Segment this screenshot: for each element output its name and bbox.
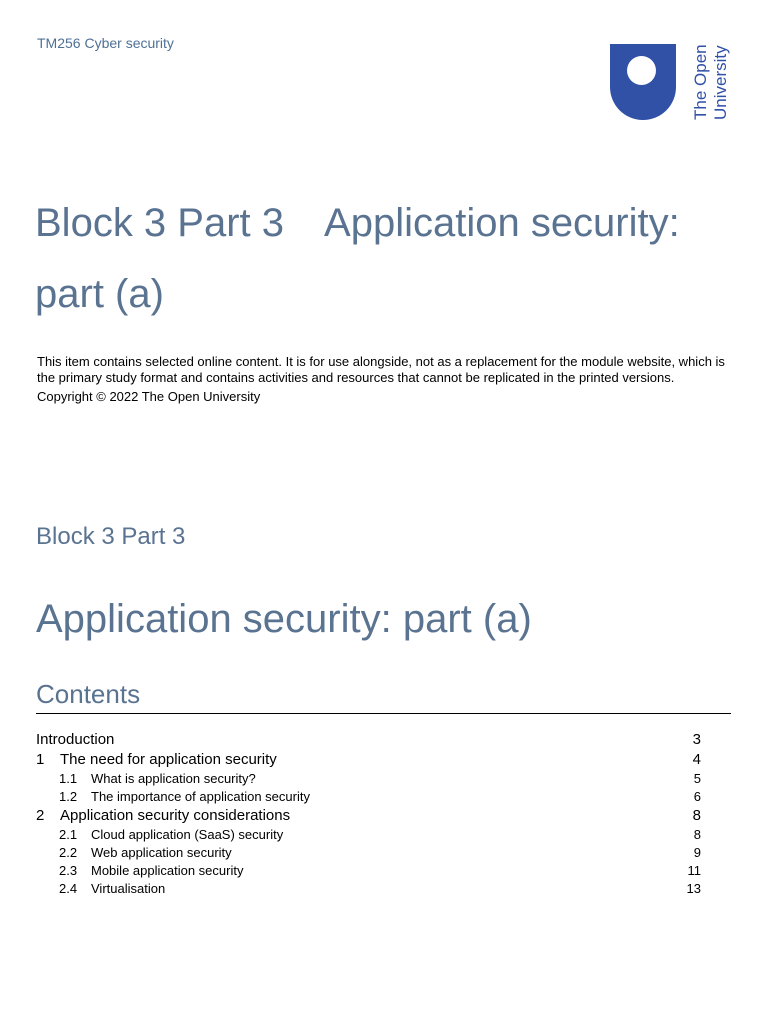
open-university-logo <box>606 44 730 124</box>
toc-entry-number: 1 <box>36 751 45 768</box>
toc-entry-page: 9 <box>693 845 701 860</box>
logo-text-line2: University <box>711 45 730 120</box>
table-of-contents <box>36 730 701 898</box>
toc-entry-label: Application security considerations <box>60 807 291 824</box>
toc-entry-section-2[interactable] <box>36 806 701 826</box>
logo-dot-icon <box>627 56 656 85</box>
toc-entry-page: 5 <box>693 771 701 786</box>
document-title-line2: part (a) <box>35 272 164 316</box>
toc-entry-label: The importance of application security <box>91 789 310 804</box>
toc-entry-number: 2.3 <box>59 863 78 878</box>
section-subhead: Block 3 Part 3 <box>36 523 186 550</box>
logo-wordmark <box>686 44 730 124</box>
toc-entry-section-2-2[interactable] <box>36 844 701 862</box>
toc-entry-label: What is application security? <box>91 771 256 786</box>
toc-entry-number: 2.1 <box>59 827 78 842</box>
toc-entry-number: 2.2 <box>59 845 78 860</box>
toc-entry-section-2-1[interactable] <box>36 826 701 844</box>
toc-entry-section-1-1[interactable] <box>36 770 701 788</box>
toc-entry-label: The need for application security <box>60 751 277 768</box>
toc-entry-section-2-4[interactable] <box>36 880 701 898</box>
section-title: Application security: part (a) <box>36 597 532 641</box>
title-block-part: Block 3 Part 3 <box>35 201 285 245</box>
toc-entry-page: 3 <box>692 731 701 748</box>
toc-entry-page: 6 <box>693 789 701 804</box>
running-header: TM256 Cyber security <box>37 35 174 51</box>
logo-shield-icon <box>610 44 676 120</box>
copyright-notice: Copyright © 2022 The Open University <box>37 389 261 404</box>
contents-divider <box>36 713 731 714</box>
intro-paragraph: This item contains selected online content. It is for use alongside, not as a replacement for the module website, which is the primary study format and contains activities and resources that cannot be replicated in the printed versions. <box>37 354 725 385</box>
toc-entry-page: 8 <box>692 807 701 824</box>
toc-entry-number: 1.1 <box>59 771 78 786</box>
toc-entry-label: Web application security <box>91 845 232 860</box>
toc-entry-page: 11 <box>687 863 701 878</box>
toc-entry-number: 2.4 <box>59 881 78 896</box>
toc-entry-section-2-3[interactable] <box>36 862 701 880</box>
toc-entry-number: 1.2 <box>59 789 78 804</box>
toc-entry-label: Cloud application (SaaS) security <box>91 827 284 842</box>
toc-entry-label: Virtualisation <box>91 881 166 896</box>
toc-entry-number: 2 <box>36 807 45 824</box>
toc-entry-page: 4 <box>692 751 701 768</box>
toc-entry-page: 8 <box>693 827 701 842</box>
toc-entry-section-1[interactable] <box>36 750 701 770</box>
document-title-line1 <box>35 203 680 243</box>
toc-entry-label: Mobile application security <box>91 863 244 878</box>
contents-heading: Contents <box>36 679 141 709</box>
title-topic: Application security: <box>324 201 680 245</box>
logo-text-line1: The Open <box>691 44 710 120</box>
toc-entry-label: Introduction <box>36 731 115 748</box>
toc-entry-section-1-2[interactable] <box>36 788 701 806</box>
toc-entry-introduction[interactable] <box>36 730 701 750</box>
toc-entry-page: 13 <box>686 881 701 896</box>
